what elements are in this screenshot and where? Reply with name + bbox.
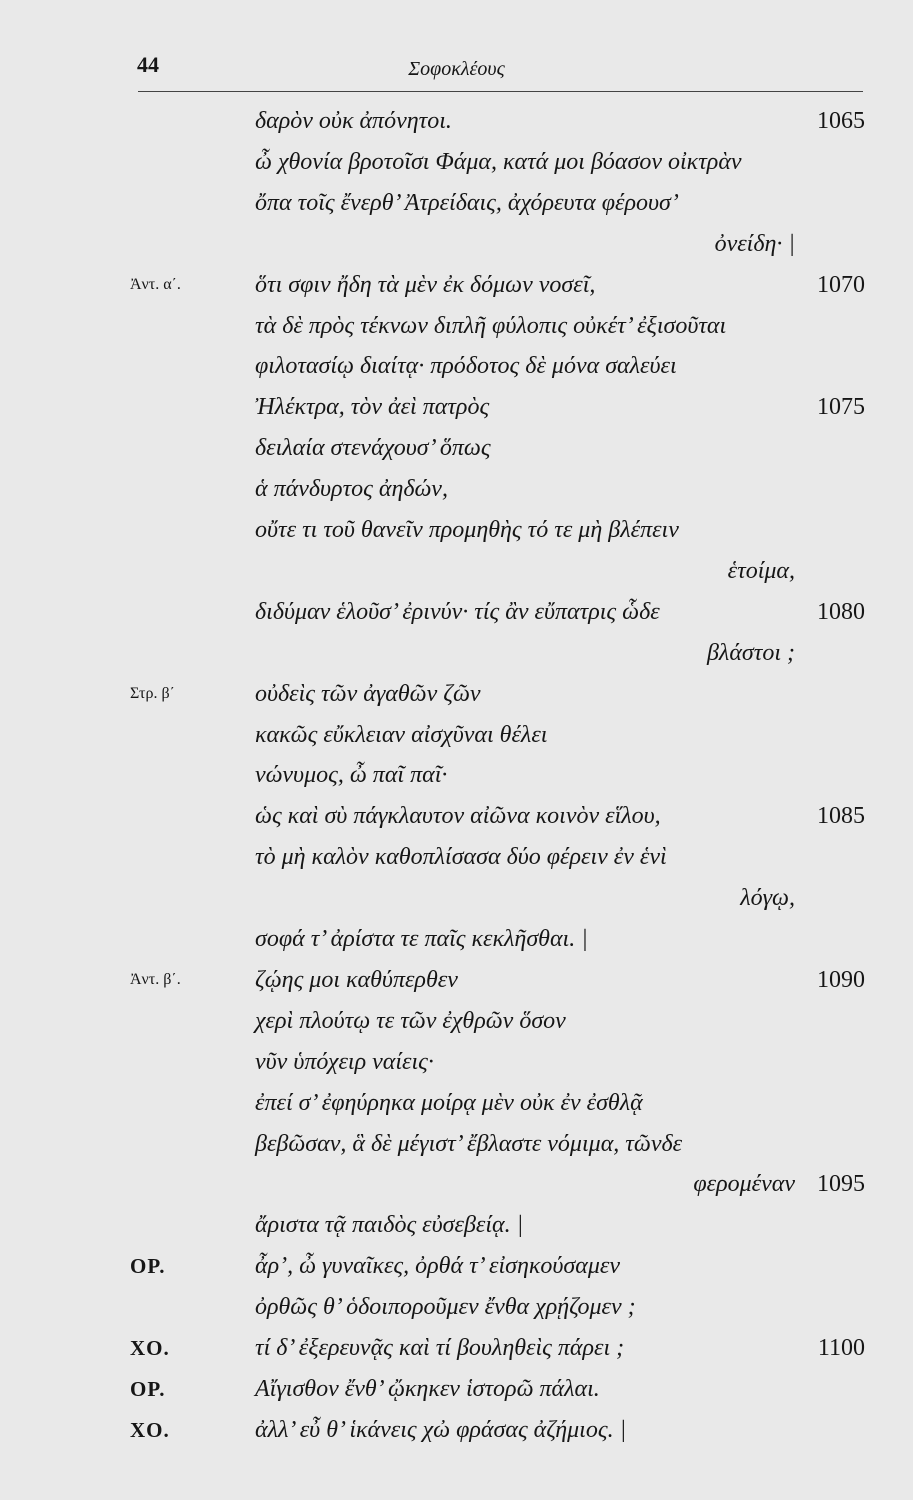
verse-line: χερὶ πλούτῳ τε τῶν ἐχθρῶν ὅσον xyxy=(255,1007,566,1034)
verse-line: δαρὸν οὐκ ἀπόνητοι. xyxy=(255,108,452,134)
line-number: 1090 xyxy=(817,966,865,993)
verse-line: ὦ χθονία βροτοῖσι Φάμα, κατά μοι βόασον οἰκτρὰν xyxy=(255,148,742,175)
running-title: Σοφοκλέους xyxy=(408,58,505,80)
verse-line: Ἠλέκτρα, τὸν ἀεὶ πατρὸς xyxy=(255,394,490,421)
verse-line: ἄριστα τᾷ παιδὸς εὐσεβείᾳ. | xyxy=(255,1212,524,1239)
verse-line: νώνυμος, ὦ παῖ παῖ· xyxy=(255,762,448,789)
verse-line: ζῴης μοι καθύπερθεν xyxy=(255,966,458,993)
verse-line: κακῶς εὔκλειαν αἰσχῦναι θέλει xyxy=(255,721,548,748)
verse-line: ἆρ’, ὦ γυναῖκες, ὀρθά τ’ εἰσηκούσαμεν xyxy=(255,1253,620,1280)
verse-line: ὀνείδη· | xyxy=(714,230,795,257)
line-number: 1075 xyxy=(817,394,865,421)
strophe-label: Ἀντ. β΄. xyxy=(130,970,181,988)
line-number: 1085 xyxy=(817,803,865,830)
verse-line: ὀρθῶς θ’ ὁδοιποροῦμεν ἔνθα χρῄζομεν ; xyxy=(255,1294,636,1321)
verse-line: ἑτοίμα, xyxy=(727,557,795,584)
verse-line: ὅτι σφιν ἤδη τὰ μὲν ἐκ δόμων νοσεῖ, xyxy=(255,271,596,298)
verse-line: βεβῶσαν, ἃ δὲ μέγιστ’ ἔβλαστε νόμιμα, τῶνδε xyxy=(255,1130,683,1157)
verse-line: τὸ μὴ καλὸν καθοπλίσασα δύο φέρειν ἐν ἑνὶ xyxy=(255,844,667,871)
verse-line: τί δ’ ἐξερευνᾷς καὶ τί βουληθεὶς πάρει ; xyxy=(255,1335,625,1361)
speaker-label: ΧΟ. xyxy=(130,1417,170,1442)
speaker-label: ΟΡ. xyxy=(130,1254,166,1279)
verse-line: ἀλλ’ εὖ θ’ ἱκάνεις χὠ φράσας ἀζήμιος. | xyxy=(255,1416,627,1443)
line-number: 1100 xyxy=(817,1335,865,1361)
speaker-label: ΟΡ. xyxy=(130,1376,166,1401)
verse-line: ἐπεί σ’ ἐφηύρηκα μοίρᾳ μὲν οὐκ ἐν ἐσθλᾷ xyxy=(255,1089,643,1116)
line-number: 1080 xyxy=(817,598,865,625)
verse-line: σοφά τ’ ἀρίστα τε παῖς κεκλῆσθαι. | xyxy=(255,926,588,952)
line-number: 1095 xyxy=(817,1171,865,1198)
line-number: 1065 xyxy=(817,108,865,134)
line-number: 1070 xyxy=(817,271,865,298)
verse-line: διδύμαν ἑλοῦσ’ ἐρινύν· τίς ἂν εὔπατρις ὧδε xyxy=(255,598,660,625)
strophe-label: Στρ. β΄ xyxy=(130,684,175,702)
page-number: 44 xyxy=(137,52,159,77)
speaker-label: ΧΟ. xyxy=(130,1336,170,1360)
verse-line: φιλοτασίῳ διαίτᾳ· πρόδοτος δὲ μόνα σαλεύει xyxy=(255,353,677,380)
verse-line: ἁ πάνδυρτος ἀηδών, xyxy=(255,476,448,503)
header-rule xyxy=(138,91,863,92)
verse-line: οὔτε τι τοῦ θανεῖν προμηθὴς τό τε μὴ βλέπειν xyxy=(255,517,679,543)
verse-line: νῦν ὑπόχειρ ναίεις· xyxy=(255,1048,434,1075)
verse-line: φερομέναν xyxy=(693,1171,795,1198)
verse-line: τὰ δὲ πρὸς τέκνων διπλῆ φύλοπις οὐκέτ’ ἐξισοῦται xyxy=(255,312,727,339)
verse-line: Αἴγισθον ἔνθ’ ᾤκηκεν ἱστορῶ πάλαι. xyxy=(255,1375,600,1402)
strophe-label: Ἀντ. α΄. xyxy=(130,275,181,293)
verse-line: οὐδεὶς τῶν ἀγαθῶν ζῶν xyxy=(255,680,481,707)
verse-line: ὄπα τοῖς ἔνερθ’ Ἀτρείδαις, ἀχόρευτα φέρουσ’ xyxy=(255,189,679,216)
verse-line: λόγῳ, xyxy=(740,885,795,912)
verse-line: δειλαία στενάχουσ’ ὅπως xyxy=(255,435,491,462)
verse-line: βλάστοι ; xyxy=(706,639,795,666)
verse-line: ὡς καὶ σὺ πάγκλαυτον αἰῶνα κοινὸν εἵλου, xyxy=(255,803,661,830)
